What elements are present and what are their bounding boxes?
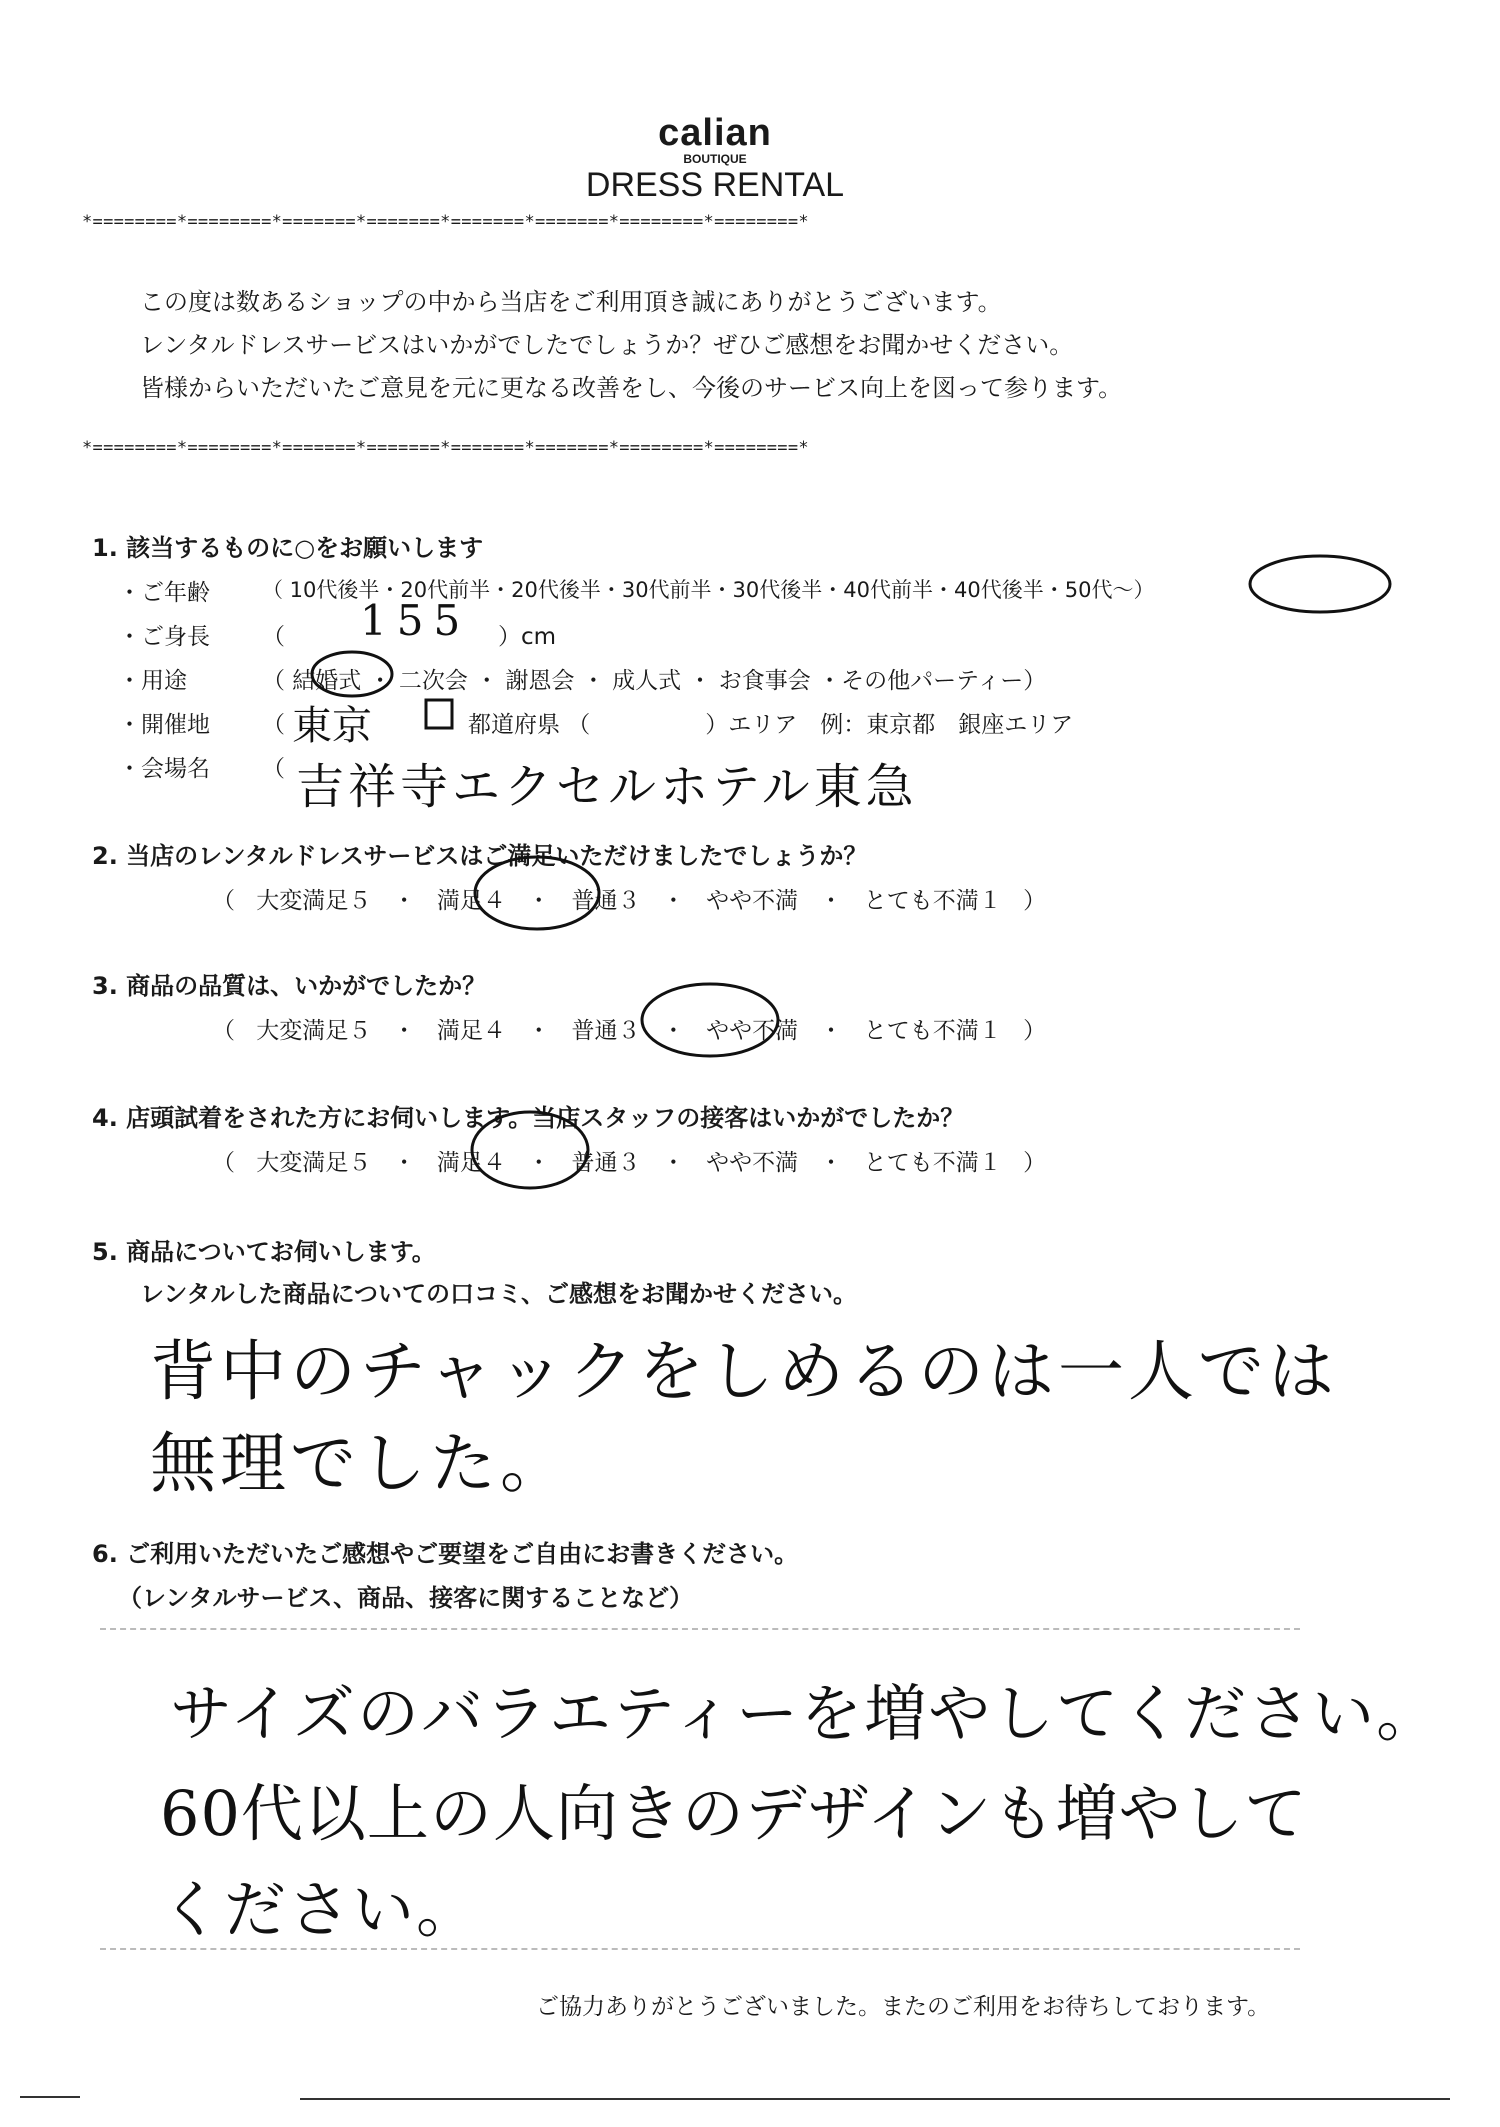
intro-line-1: この度は数あるショップの中から当店をご利用頂き誠にありがとうございます。: [140, 288, 1002, 316]
age-options: （ 10代後半・20代前半・20代後半・30代前半・30代後半・40代前半・40代後半・50代〜）: [262, 578, 1155, 602]
divider-bottom: *========*========*=======*=======*=======*=======*========*========*: [82, 438, 809, 458]
q2-title: 2. 当店のレンタルドレスサービスはご満足いただけましたでしょうか？: [92, 842, 868, 870]
height-label: ・ご身長: [118, 624, 210, 650]
height-value: 155: [360, 596, 471, 645]
venue-area-options: 都道府県 （ ）エリア 例：東京都 銀座エリア: [468, 712, 1074, 738]
footer-thanks: ご協力ありがとうございました。またのご利用をお待ちしております。: [536, 1994, 1271, 2020]
q1-title: 1. 該当するものに○をお願いします: [92, 534, 484, 562]
prefecture-check-mark: [426, 700, 452, 728]
service-title: DRESS RENTAL: [585, 166, 845, 204]
q6-answer-line-2: 60代以上の人向きのデザインも増やして: [160, 1777, 1308, 1850]
q6-answer-line-3: ください。: [160, 1873, 481, 1946]
brand-subtitle: BOUTIQUE: [683, 152, 747, 166]
q6-title: 6. ご利用いただいたご感想やご要望をご自由にお書きください。: [92, 1540, 799, 1568]
q2-options: （ 大変満足５ ・ 満足４ ・ 普通３ ・ やや不満 ・ とても不満１ ）: [212, 888, 1047, 914]
q6-answer-line-1: サイズのバラエティーを増やしてください。: [170, 1677, 1441, 1750]
q4-title: 4. 店頭試着をされた方にお伺いします。当店スタッフの接客はいかがでしたか？: [92, 1104, 965, 1132]
q5-answer-line-1: 背中のチャックをしめるのは一人では: [150, 1333, 1339, 1410]
q3-selected-circle: [642, 984, 778, 1056]
q6-subtitle: （レンタルサービス、商品、接客に関することなど）: [118, 1584, 694, 1612]
venue-name-label: ・会場名: [118, 756, 210, 782]
venue-area-label: ・開催地: [118, 712, 210, 738]
q5-answer-line-2: 無理でした。: [150, 1425, 570, 1502]
q5-subtitle: レンタルした商品についての口コミ、ご感想をお聞かせください。: [140, 1280, 857, 1308]
age-label: ・ご年齢: [118, 580, 210, 606]
q2-selected-circle: [475, 857, 599, 929]
purpose-selected-circle: [312, 652, 392, 696]
height-open: （: [262, 624, 285, 650]
venue-name-open: （: [262, 756, 285, 782]
divider-top: *========*========*=======*=======*=======*=======*========*========*: [82, 212, 809, 232]
q4-selected-circle: [472, 1112, 588, 1188]
venue-area-value: 東京: [292, 703, 372, 749]
age-selected-circle: [1250, 556, 1390, 612]
height-unit: ）cm: [498, 624, 557, 650]
venue-area-open: （: [262, 712, 285, 738]
purpose-label: ・用途: [118, 668, 187, 694]
intro-line-2: レンタルドレスサービスはいかがでしたでしょうか？ぜひご感想をお聞かせください。: [140, 331, 1074, 359]
intro-line-3: 皆様からいただいたご意見を元に更なる改善をし、今後のサービス向上を図って参ります。: [140, 374, 1123, 402]
brand-logo: calian: [658, 112, 772, 154]
purpose-options: （ 結婚式 ・ 二次会 ・ 謝恩会 ・ 成人式 ・ お食事会 ・その他パーティー）: [262, 668, 1047, 694]
q3-title: 3. 商品の品質は、いかがでしたか？: [92, 972, 487, 1000]
q5-title: 5. 商品についてお伺いします。: [92, 1238, 436, 1266]
q3-options: （ 大変満足５ ・ 満足４ ・ 普通３ ・ やや不満 ・ とても不満１ ）: [212, 1018, 1047, 1044]
venue-name-value: 吉祥寺エクセルホテル東急: [296, 759, 918, 815]
q4-options: （ 大変満足５ ・ 満足４ ・ 普通３ ・ やや不満 ・ とても不満１ ）: [212, 1150, 1047, 1176]
